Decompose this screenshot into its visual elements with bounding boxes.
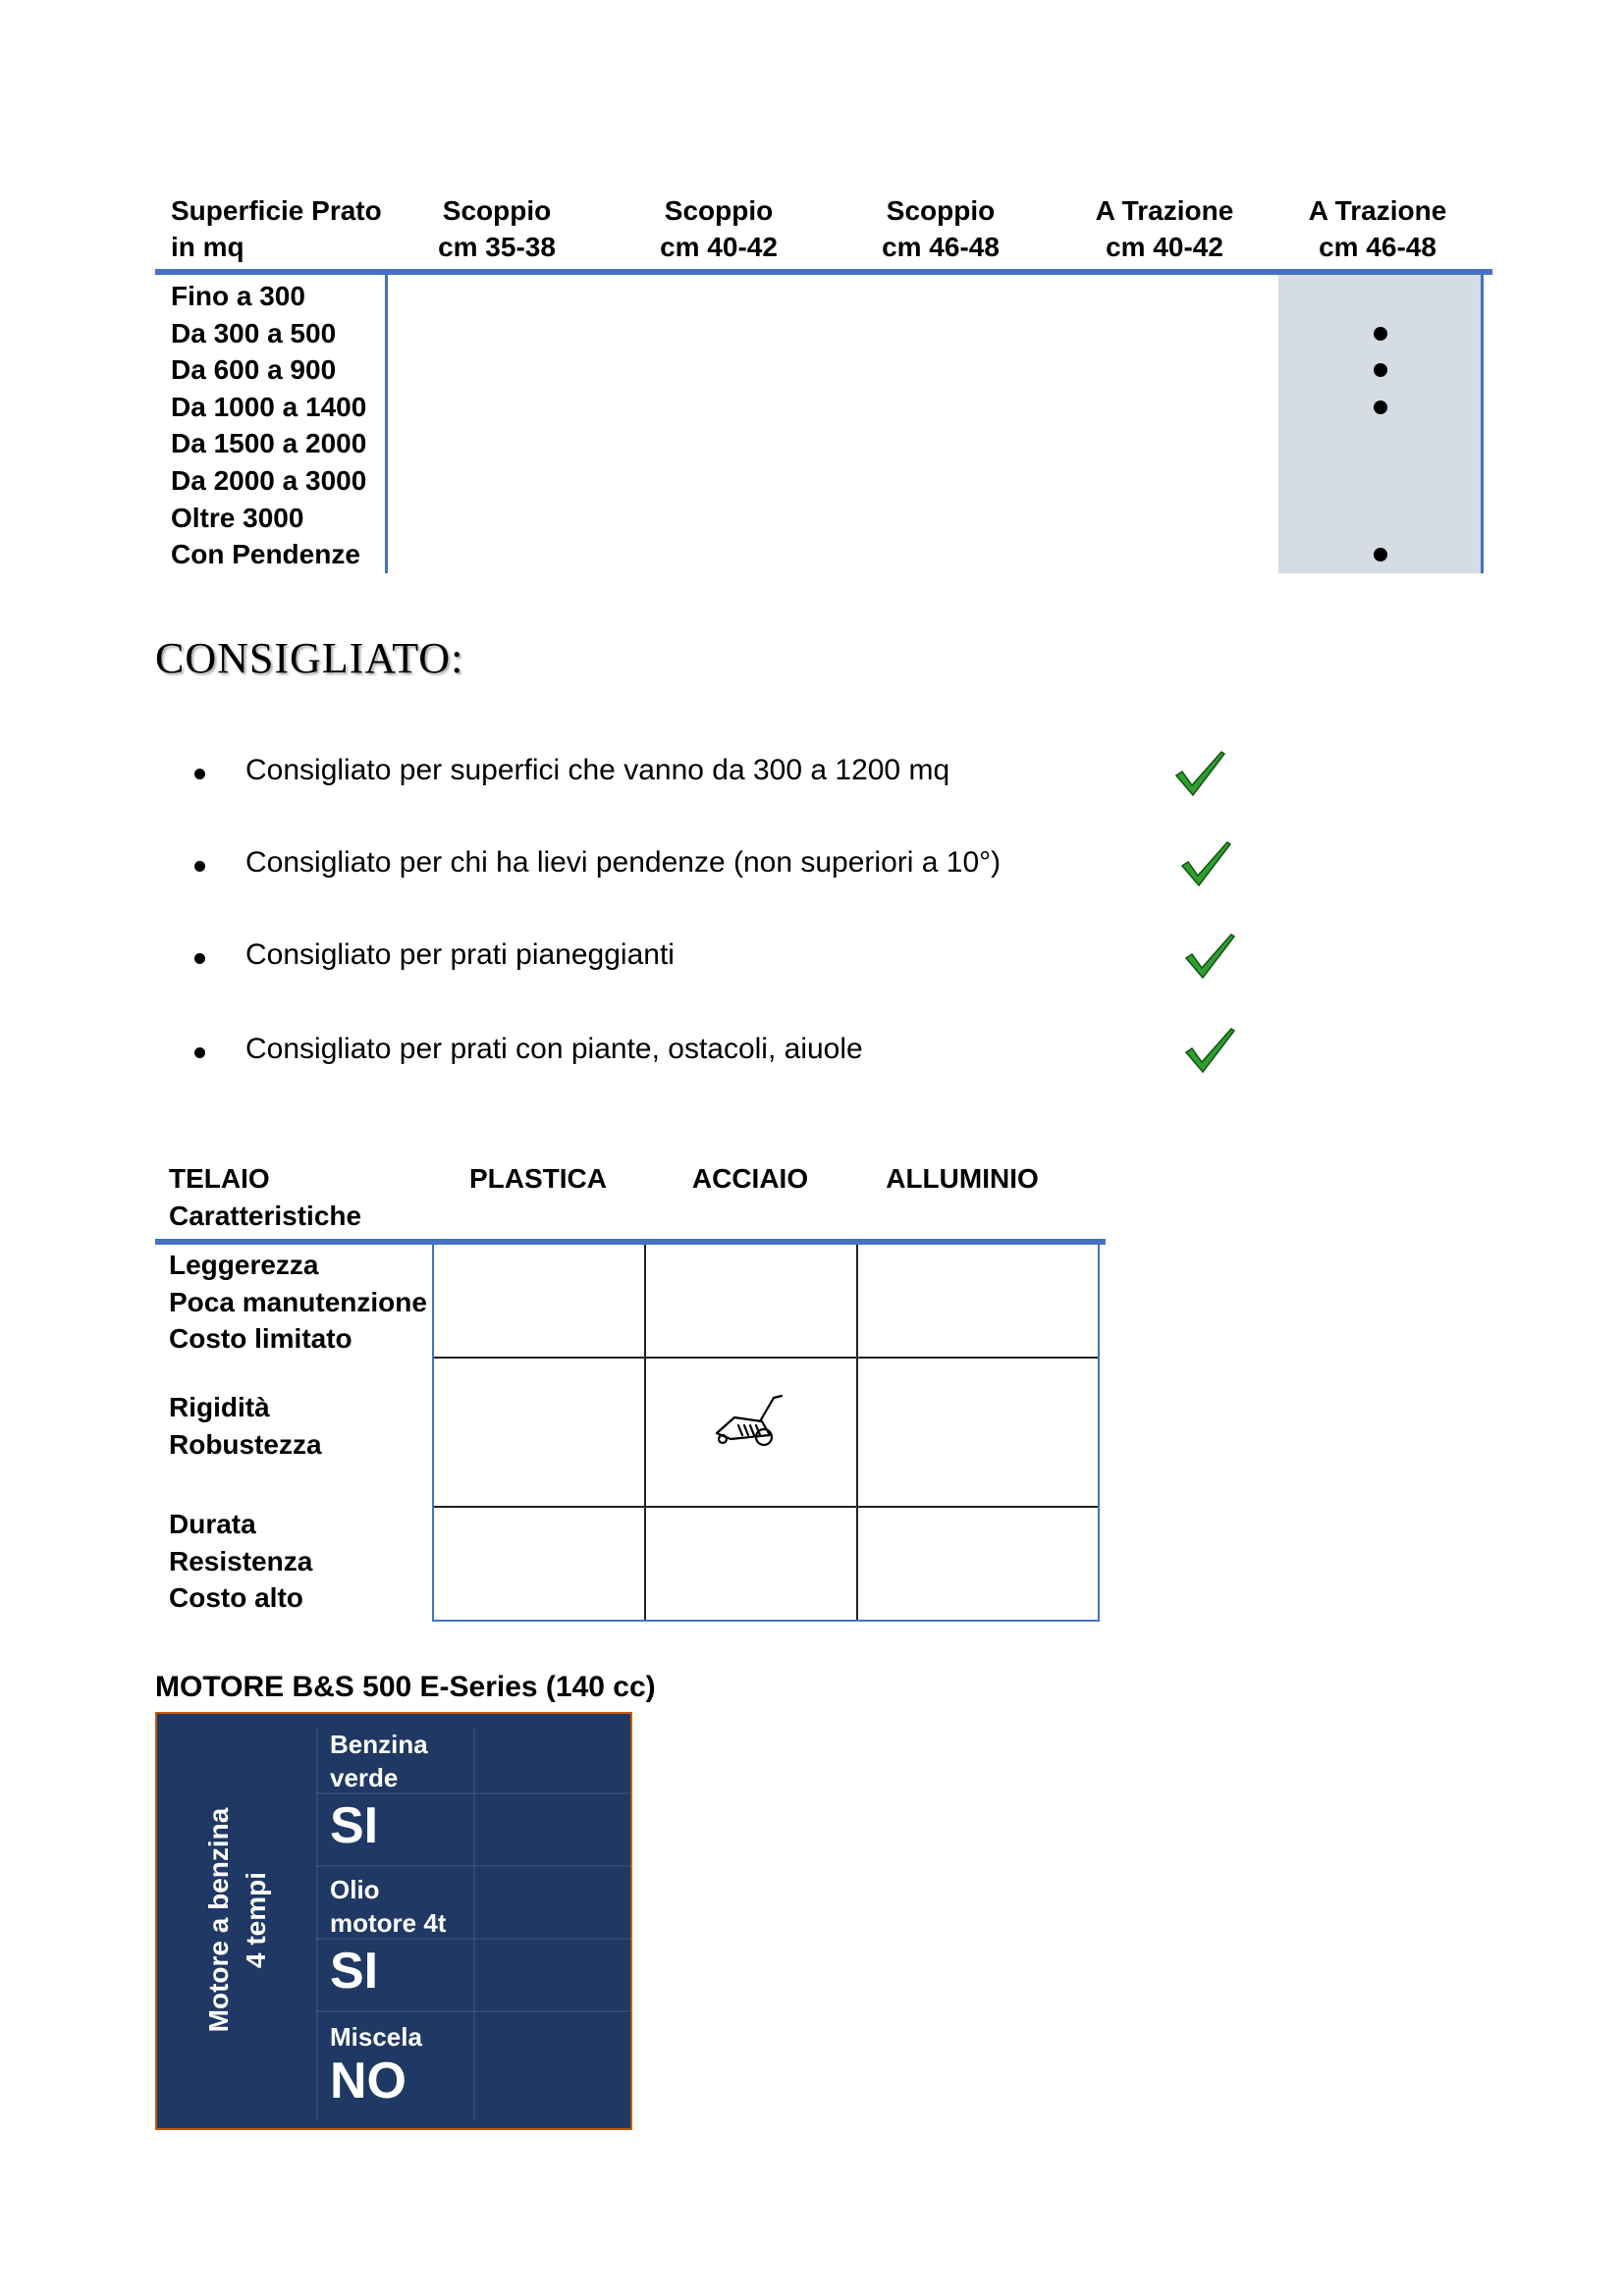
telaio-row-3: Durata Resistenza Costo alto xyxy=(169,1509,313,1614)
motore-item-value: SI xyxy=(330,1943,379,2000)
telaio-col-alluminio: ALLUMINIO xyxy=(886,1163,1039,1194)
telaio-grid xyxy=(432,1245,1100,1622)
row-label: Da 1500 a 2000 xyxy=(171,428,367,459)
header-scoppio-46-48: Scoppio cm 46-48 xyxy=(882,195,1000,262)
row-label: Da 1000 a 1400 xyxy=(171,391,367,422)
row-label: Fino a 300 xyxy=(171,281,305,311)
motore-item-label: Miscela xyxy=(330,2022,422,2052)
cell-divider xyxy=(473,1728,475,2120)
telaio-row-2: Rigidità Robustezza xyxy=(169,1392,322,1460)
row-label: Da 600 a 900 xyxy=(171,354,337,386)
telaio-col-acciaio: ACCIAIO xyxy=(691,1163,809,1194)
header-trazione-46-48: A Trazione cm 46-48 xyxy=(1308,195,1447,262)
lawnmower-icon xyxy=(711,1392,793,1451)
grid-divider xyxy=(434,1506,1098,1508)
header-lawn-surface: Superficie Prato in mq xyxy=(171,195,382,262)
motore-item-label: Benzina verde xyxy=(330,1730,428,1792)
row-label: Oltre 3000 xyxy=(171,502,304,533)
motore-item-label: Olio motore 4t xyxy=(330,1875,447,1938)
motore-box xyxy=(155,1712,632,2130)
table1-right-rule xyxy=(1481,273,1484,573)
bullet-icon xyxy=(194,769,205,779)
grid-divider xyxy=(856,1245,858,1620)
bullet-mark-icon xyxy=(1374,327,1387,341)
grid-divider xyxy=(644,1245,646,1620)
motore-side-label: Motore a benzina 4 tempi xyxy=(203,1807,271,2033)
table1-row-labels xyxy=(171,278,366,573)
green-checkmark-icon xyxy=(1178,836,1233,891)
bullet-mark-icon xyxy=(1374,400,1387,414)
header-scoppio-40-42: Scoppio cm 40-42 xyxy=(660,195,778,262)
bullet-icon xyxy=(194,953,205,964)
cell-divider xyxy=(316,1865,630,1867)
cell-divider xyxy=(316,1728,318,2120)
row-label: Da 2000 a 3000 xyxy=(171,464,367,496)
telaio-header-label: TELAIO Caratteristiche xyxy=(169,1163,362,1231)
header-scoppio-35-38: Scoppio cm 35-38 xyxy=(438,195,556,262)
table1-highlight-column xyxy=(1278,275,1483,573)
motore-title: MOTORE B&S 500 E-Series (140 cc) xyxy=(155,1671,656,1703)
cell-divider xyxy=(316,2010,630,2012)
row-label: Con Pendenze xyxy=(171,539,360,570)
telaio-row-1: Leggerezza Poca manutenzione Costo limitato xyxy=(169,1250,427,1355)
green-checkmark-icon xyxy=(1182,1023,1237,1078)
green-checkmark-icon xyxy=(1182,929,1237,984)
grid-divider xyxy=(434,1357,1098,1359)
motore-item-value: SI xyxy=(330,1797,379,1854)
table1-left-rule xyxy=(385,273,388,573)
bullet-icon xyxy=(194,1047,205,1058)
telaio-col-plastica: PLASTICA xyxy=(469,1163,607,1194)
header-trazione-40-42: A Trazione cm 40-42 xyxy=(1095,195,1234,262)
bullet-icon xyxy=(194,861,205,872)
row-label: Da 300 a 500 xyxy=(171,317,337,348)
consigliato-title: CONSIGLIATO: xyxy=(155,634,464,682)
green-checkmark-icon xyxy=(1172,746,1227,801)
motore-item-value: NO xyxy=(330,2053,406,2109)
